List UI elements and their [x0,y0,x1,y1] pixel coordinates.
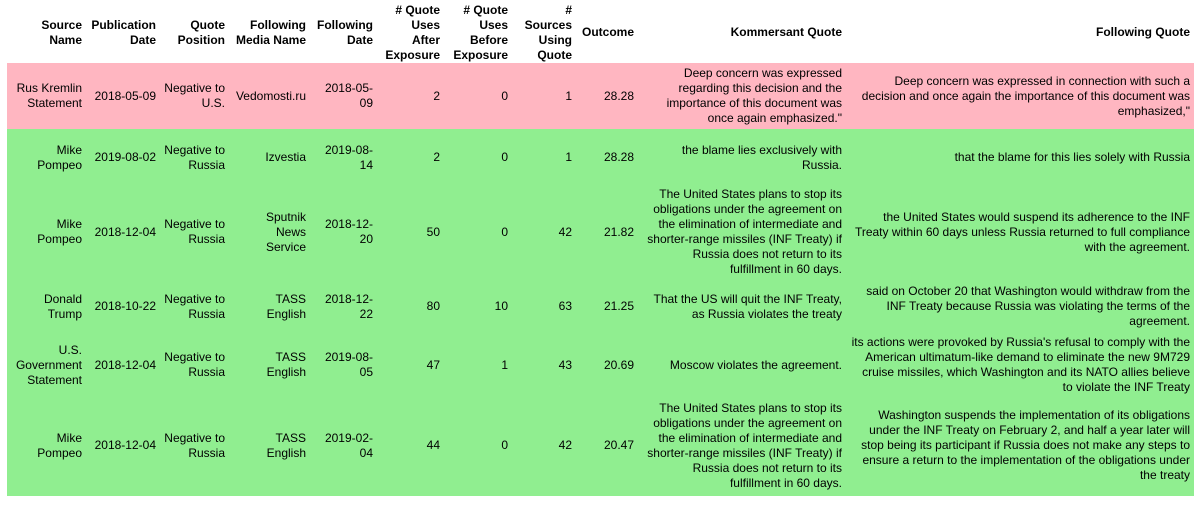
cell-outcome: 28.28 [603,150,634,164]
table-row [7,129,1194,186]
cell-following-media-name: TASS English [266,350,306,379]
cell-following-date: 2018-12-20 [324,217,373,246]
cell-publication-date: 2018-12-04 [94,357,156,372]
header-outcome: Outcome [581,25,634,39]
cell-quote-position: Negative to Russia [164,430,225,460]
header-kommersant-quote: Kommersant Quote [730,25,842,39]
cell-sources-using: 42 [558,438,572,452]
cell-sources-using: 42 [558,224,572,239]
cell-uses-before: 10 [494,299,508,313]
header-row [7,2,1194,63]
header-uses-before: # Quote Uses Before Exposure [453,2,508,62]
cell-sources-using: 1 [565,88,572,103]
header-sources-using: # Sources Using Quote [524,2,572,62]
cell-quote-position: Negative to Russia [164,217,225,246]
cell-following-media-name: Izvestia [265,150,306,164]
cell-uses-before: 1 [501,357,508,372]
cell-publication-date: 2018-10-22 [94,299,156,313]
cell-uses-before: 0 [501,150,508,164]
cell-outcome: 28.28 [603,88,634,103]
cell-outcome: 21.82 [603,224,634,239]
header-publication-date: Publication Date [91,17,156,47]
cell-uses-after: 2 [433,150,440,164]
cell-source-name: Mike Pompeo [37,142,82,172]
cell-following-quote: said on October 20 that Washington would withdraw from the INF Treaty because Russia was violating the terms of the agreement. [866,284,1190,328]
cell-publication-date: 2018-12-04 [94,438,156,452]
cell-kommersant-quote: The United States plans to stop its obligations under the agreement on the elimination of intermediate and shorter-range missiles (INF Treaty) if Russia does not return to its fulfillment in 60 days. [647,187,842,276]
cell-uses-after: 44 [426,438,440,452]
table-row [7,395,1194,496]
cell-uses-after: 47 [426,357,440,372]
cell-quote-position: Negative to U.S. [164,81,225,110]
header-following-media-name: Following Media Name [235,17,306,47]
table-row [7,63,1194,129]
cell-sources-using: 63 [558,299,572,313]
header-uses-after: # Quote Uses After Exposure [385,2,440,62]
cell-uses-after: 80 [426,299,440,313]
cell-outcome: 20.47 [603,438,634,452]
cell-following-quote: the United States would suspend its adherence to the INF Treaty within 60 days unless Russia returned to full compliance with the agreement. [854,209,1190,254]
cell-source-name: Donald Trump [43,291,82,321]
cell-outcome: 21.25 [603,299,634,313]
cell-uses-before: 0 [501,224,508,239]
cell-following-date: 2018-05-09 [324,81,373,110]
header-source-name: Source Name [41,17,82,47]
cell-sources-using: 43 [558,357,572,372]
cell-following-date: 2019-08-14 [324,142,373,172]
cell-kommersant-quote: Moscow violates the agreement. [669,357,842,372]
table-row [7,186,1194,278]
cell-kommersant-quote: Deep concern was expressed regarding this decision and the importance of this document was once again emphasized." [666,66,842,125]
cell-quote-position: Negative to Russia [164,350,225,379]
cell-following-date: 2018-12-22 [324,291,373,321]
cell-source-name: Mike Pompeo [37,430,82,460]
cell-uses-after: 2 [433,88,440,103]
cell-uses-before: 0 [501,438,508,452]
cell-sources-using: 1 [565,150,572,164]
cell-publication-date: 2018-12-04 [94,224,156,239]
cell-following-media-name: TASS English [266,291,306,321]
cell-uses-after: 50 [426,224,440,239]
cell-following-media-name: TASS English [266,430,306,460]
cell-quote-position: Negative to Russia [164,142,225,172]
quotes-table [7,2,1194,496]
cell-source-name: Rus Kremlin Statement [16,81,82,110]
cell-following-media-name: Sputnik News Service [265,209,306,254]
cell-following-quote: Deep concern was expressed in connection with such a decision and once again the importance of this document was emphasized," [861,73,1190,118]
cell-source-name: Mike Pompeo [37,217,82,246]
cell-kommersant-quote: That the US will quit the INF Treaty, as Russia violates the treaty [653,291,842,321]
cell-uses-before: 0 [501,88,508,103]
cell-quote-position: Negative to Russia [164,291,225,321]
cell-following-quote: its actions were provoked by Russia's refusal to comply with the American ultimatum-like demand to eliminate the new 9M729 cruise missiles, which Washington and its NATO allies believe to violate the INF Treaty [851,335,1190,394]
cell-following-quote: that the blame for this lies solely with Russia [954,150,1190,164]
cell-following-date: 2019-02-04 [324,430,373,460]
cell-publication-date: 2019-08-02 [94,150,156,164]
cell-following-media-name: Vedomosti.ru [235,88,306,103]
cell-source-name: U.S. Government Statement [15,342,82,387]
cell-following-date: 2019-08-05 [324,350,373,379]
table-row [7,335,1194,395]
cell-publication-date: 2018-05-09 [94,88,156,103]
cell-kommersant-quote: the blame lies exclusively with Russia. [681,142,842,172]
cell-outcome: 20.69 [603,357,634,372]
header-following-quote: Following Quote [1096,25,1190,39]
header-quote-position: Quote Position [177,17,225,47]
header-following-date: Following Date [317,17,373,47]
table-row [7,278,1194,335]
cell-following-quote: Washington suspends the implementation of its obligations under the INF Treaty on February 2, and half a year later will stop being its participant if Russia does not make any steps to ensure a return to the implementation of the obligations under the treaty [861,408,1190,482]
cell-kommersant-quote: The United States plans to stop its obligations under the agreement on the elimination of intermediate and shorter-range missiles (INF Treaty) if Russia does not return to its fulfillment in 60 days. [647,400,842,490]
